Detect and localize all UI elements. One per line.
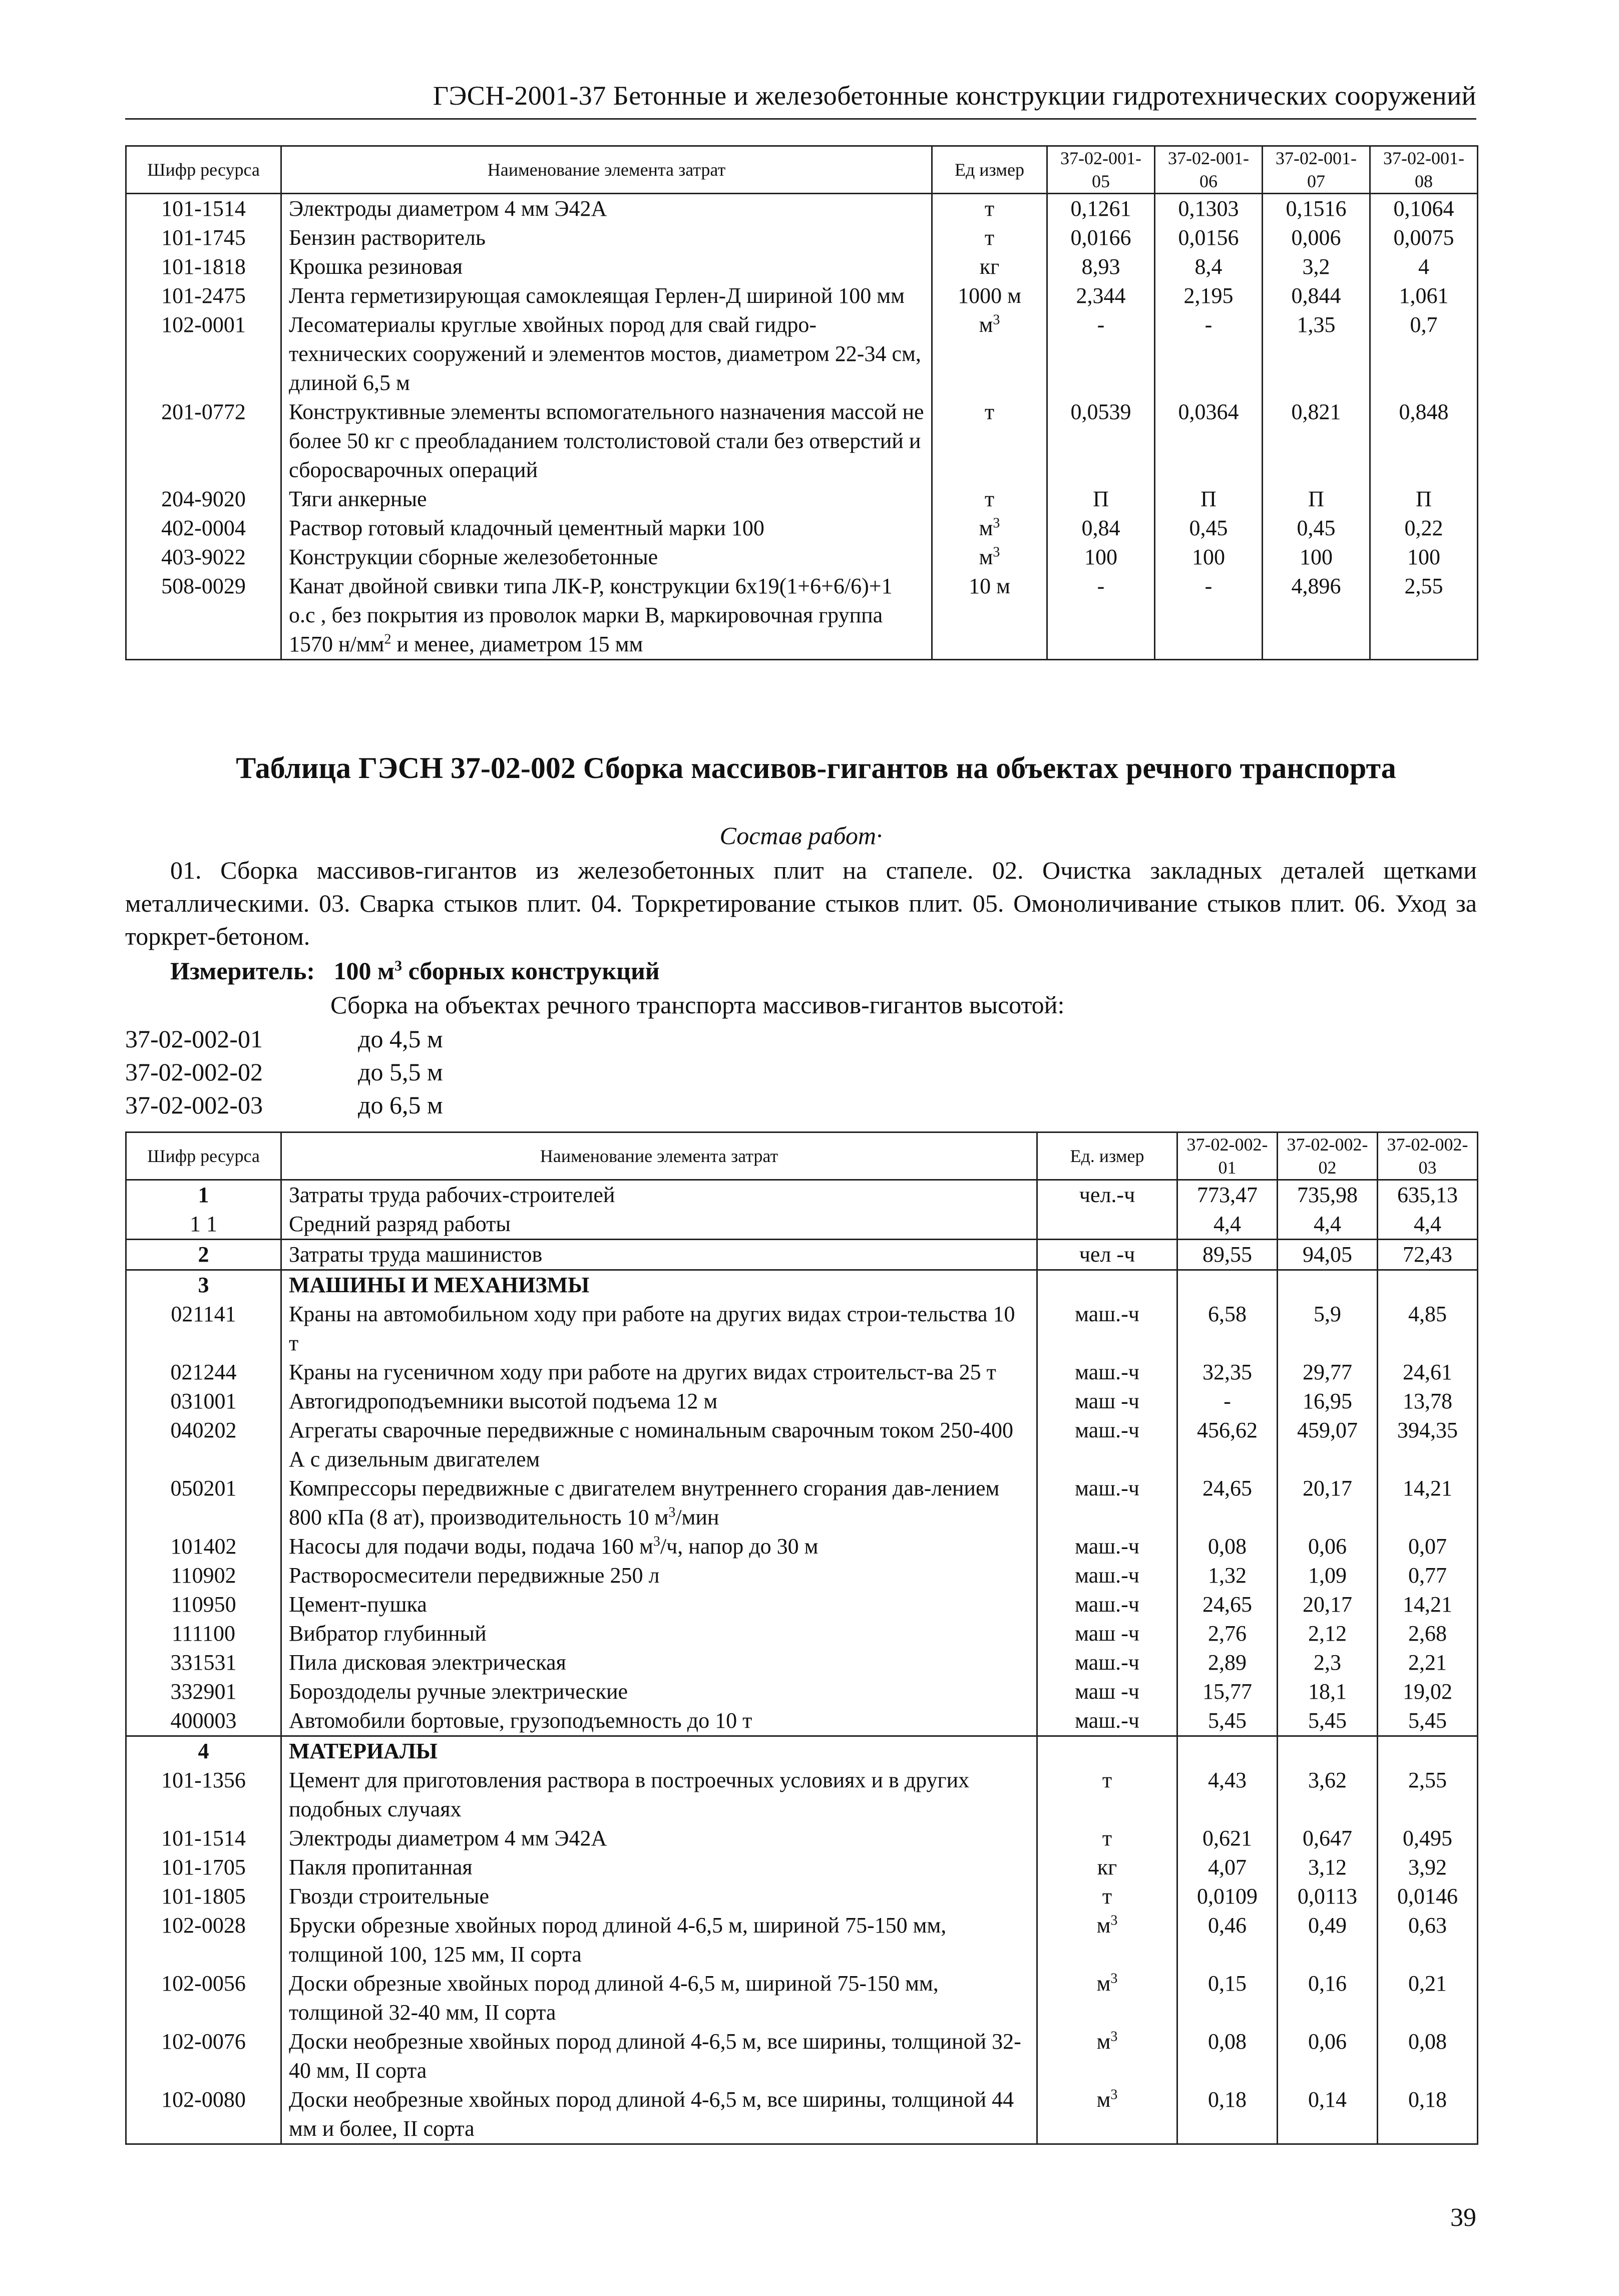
- resource-name: МАШИНЫ И МЕХАНИЗМЫ: [281, 1270, 1037, 1300]
- norm-value-1: 24,65: [1177, 1474, 1278, 1532]
- norm-value-2: 20,17: [1278, 1590, 1378, 1619]
- table-row: [126, 1619, 1478, 1648]
- norm-value-2: 0,0156: [1155, 223, 1263, 252]
- norm-value-3: 0,1516: [1263, 194, 1370, 224]
- resource-unit: маш.-ч: [1037, 1648, 1177, 1677]
- resource-unit: [1037, 1210, 1177, 1240]
- norm-value-4: 0,7: [1370, 310, 1478, 398]
- variant-line: [125, 1057, 443, 1086]
- norm-value-2: 0,49: [1278, 1911, 1378, 1969]
- resource-code: 331531: [126, 1648, 281, 1677]
- resource-unit: маш.-ч: [1037, 1358, 1177, 1387]
- resource-unit: маш -ч: [1037, 1387, 1177, 1416]
- norm-value-2: 5,9: [1278, 1300, 1378, 1358]
- norm-value-1: 89,55: [1177, 1240, 1278, 1270]
- norm-value-1: 2,344: [1047, 281, 1155, 310]
- table-header-row: [126, 1132, 1478, 1180]
- norm-value-1: 456,62: [1177, 1416, 1278, 1474]
- norm-value-4: 0,0075: [1370, 223, 1478, 252]
- table-row: [126, 1240, 1478, 1270]
- resource-unit: маш.-ч: [1037, 1416, 1177, 1474]
- norm-value-2: 735,98: [1278, 1180, 1378, 1210]
- resource-name: Вибратор глубинный: [281, 1619, 1037, 1648]
- norm-value-1: 6,58: [1177, 1300, 1278, 1358]
- table-row: [126, 1853, 1478, 1882]
- resource-table-1: [125, 145, 1478, 660]
- resource-name: Бензин растворитель: [281, 223, 932, 252]
- resource-code: 332901: [126, 1677, 281, 1706]
- norm-value-3: [1378, 1736, 1478, 1766]
- norm-value-1: 8,93: [1047, 252, 1155, 281]
- header-code: Шифр ресурса: [126, 1132, 281, 1180]
- resource-name: Гвозди строительные: [281, 1882, 1037, 1911]
- resource-code: 102-0028: [126, 1911, 281, 1969]
- norm-value-2: 16,95: [1278, 1387, 1378, 1416]
- resource-name: Цемент-пушка: [281, 1590, 1037, 1619]
- meter-label: Измеритель:: [170, 957, 315, 985]
- resource-code: 102-0056: [126, 1969, 281, 2027]
- table-row: [126, 1648, 1478, 1677]
- norm-value-3: 0,63: [1378, 1911, 1478, 1969]
- norm-value-1: 5,45: [1177, 1706, 1278, 1736]
- resource-unit: маш -ч: [1037, 1619, 1177, 1648]
- norm-value-2: [1278, 1270, 1378, 1300]
- table-row: [126, 281, 1478, 310]
- table-row: [126, 1387, 1478, 1416]
- norm-value-2: 0,647: [1278, 1824, 1378, 1853]
- resource-code: 1 1: [126, 1210, 281, 1240]
- resource-name: Бороздоделы ручные электрические: [281, 1677, 1037, 1706]
- norm-value-1: 0,15: [1177, 1969, 1278, 2027]
- table-row: [126, 1416, 1478, 1474]
- norm-value-2: 100: [1155, 543, 1263, 572]
- resource-name: Бруски обрезные хвойных пород длиной 4-6,5 м, шириной 75-150 мм, толщиной 100, 125 мм, II сорта: [281, 1911, 1037, 1969]
- norm-value-1: 2,76: [1177, 1619, 1278, 1648]
- norm-value-3: 14,21: [1378, 1474, 1478, 1532]
- norm-value-3: 0,21: [1378, 1969, 1478, 2027]
- resource-code: 402-0004: [126, 514, 281, 543]
- norm-value-1: -: [1177, 1387, 1278, 1416]
- norm-value-3: 24,61: [1378, 1358, 1478, 1387]
- norm-value-4: 0,848: [1370, 398, 1478, 485]
- table-row: [126, 1590, 1478, 1619]
- resource-name: Растворосмесители передвижные 250 л: [281, 1561, 1037, 1590]
- resource-unit: т: [1037, 1824, 1177, 1853]
- resource-unit: т: [1037, 1766, 1177, 1824]
- norm-value-1: [1177, 1270, 1278, 1300]
- resource-name: Конструкции сборные железобетонные: [281, 543, 932, 572]
- running-head: ГЭСН-2001-37 Бетонные и железобетонные конструкции гидротехнических сооружений: [125, 80, 1476, 120]
- norm-value-1: 24,65: [1177, 1590, 1278, 1619]
- resource-name: Компрессоры передвижные с двигателем внутреннего сгорания дав-лением 800 кПа (8 ат), производительность 10 $м^3$/мин: [281, 1474, 1037, 1532]
- header-unit: Ед измер: [932, 146, 1047, 194]
- norm-value-3: 72,43: [1378, 1240, 1478, 1270]
- norm-value-1: 0,46: [1177, 1911, 1278, 1969]
- table-row: [126, 223, 1478, 252]
- resource-unit: [1037, 1270, 1177, 1300]
- resource-unit: 1000 м: [932, 281, 1047, 310]
- meter-sup: 3: [394, 957, 402, 974]
- header-name: Наименование элемента затрат: [281, 1132, 1037, 1180]
- norm-value-1: 0,621: [1177, 1824, 1278, 1853]
- norm-value-2: 459,07: [1278, 1416, 1378, 1474]
- resource-code: 110950: [126, 1590, 281, 1619]
- resource-code: 040202: [126, 1416, 281, 1474]
- norm-value-3: 0,495: [1378, 1824, 1478, 1853]
- resource-name: Средний разряд работы: [281, 1210, 1037, 1240]
- norm-value-4: 0,22: [1370, 514, 1478, 543]
- table-row: [126, 398, 1478, 485]
- variant-text: до 6,5 м: [358, 1091, 443, 1119]
- resource-unit: $м^3$: [1037, 2085, 1177, 2144]
- resource-name: Лесоматериалы круглые хвойных пород для свай гидро-технических сооружений и элементов мостов, диаметром 22-34 см, длиной 6,5 м: [281, 310, 932, 398]
- norm-value-2: -: [1155, 310, 1263, 398]
- norm-value-1: 773,47: [1177, 1180, 1278, 1210]
- header-unit: Ед. измер: [1037, 1132, 1177, 1180]
- resource-unit: 10 м: [932, 572, 1047, 660]
- resource-unit: маш.-ч: [1037, 1561, 1177, 1590]
- resource-code: 1: [126, 1180, 281, 1210]
- norm-value-3: 19,02: [1378, 1677, 1478, 1706]
- norm-value-2: 4,4: [1278, 1210, 1378, 1240]
- norm-value-2: 5,45: [1278, 1706, 1378, 1736]
- header-col-4: 37-02-001-08: [1370, 146, 1478, 194]
- resource-name: Электроды диаметром 4 мм Э42А: [281, 194, 932, 224]
- resource-code: 101-1805: [126, 1882, 281, 1911]
- resource-code: 101-2475: [126, 281, 281, 310]
- norm-value-3: 635,13: [1378, 1180, 1478, 1210]
- work-composition-heading: Состав работ·: [719, 822, 883, 850]
- table-row: [126, 310, 1478, 398]
- norm-value-2: 2,195: [1155, 281, 1263, 310]
- table-row: [126, 485, 1478, 514]
- norm-value-3: 2,21: [1378, 1648, 1478, 1677]
- norm-value-1: 0,08: [1177, 1532, 1278, 1561]
- table-body-1: [126, 194, 1478, 660]
- norm-value-4: 2,55: [1370, 572, 1478, 660]
- resource-name: Затраты труда машинистов: [281, 1240, 1037, 1270]
- table-row: [126, 1532, 1478, 1561]
- variant-text: до 5,5 м: [358, 1058, 443, 1086]
- resource-code: 101-1514: [126, 1824, 281, 1853]
- norm-value-4: 4: [1370, 252, 1478, 281]
- resource-unit: $м^3$: [1037, 1969, 1177, 2027]
- resource-name: МАТЕРИАЛЫ: [281, 1736, 1037, 1766]
- norm-value-2: 3,62: [1278, 1766, 1378, 1824]
- meter-line: [170, 956, 660, 985]
- resource-code: 101-1705: [126, 1853, 281, 1882]
- meter-value-pre: 100 м: [333, 957, 395, 985]
- norm-value-2: 0,0113: [1278, 1882, 1378, 1911]
- norm-value-3: 1,35: [1263, 310, 1370, 398]
- table-row: [126, 1677, 1478, 1706]
- norm-value-2: 2,3: [1278, 1648, 1378, 1677]
- resource-unit: маш.-ч: [1037, 1590, 1177, 1619]
- table-row: [126, 543, 1478, 572]
- norm-value-2: 18,1: [1278, 1677, 1378, 1706]
- resource-unit: маш.-ч: [1037, 1532, 1177, 1561]
- norm-value-2: 0,45: [1155, 514, 1263, 543]
- variant-line: [125, 1024, 443, 1053]
- resource-name: Электроды диаметром 4 мм Э42А: [281, 1824, 1037, 1853]
- table-body-2: [126, 1180, 1478, 2144]
- header-col-1: 37-02-001-05: [1047, 146, 1155, 194]
- resource-unit: маш.-ч: [1037, 1706, 1177, 1736]
- resource-unit: т: [1037, 1882, 1177, 1911]
- resource-name: Раствор готовый кладочный цементный марки 100: [281, 514, 932, 543]
- table-row: [126, 1969, 1478, 2027]
- norm-value-2: 29,77: [1278, 1358, 1378, 1387]
- table-row: [126, 1300, 1478, 1358]
- resource-name: Цемент для приготовления раствора в построечных условиях и в других подобных случаях: [281, 1766, 1037, 1824]
- norm-value-2: 0,16: [1278, 1969, 1378, 2027]
- resource-table-2: [125, 1131, 1478, 2145]
- norm-value-2: -: [1155, 572, 1263, 660]
- table-row: [126, 1824, 1478, 1853]
- resource-unit: т: [932, 223, 1047, 252]
- table-row: [126, 1358, 1478, 1387]
- resource-code: 031001: [126, 1387, 281, 1416]
- resource-code: 101402: [126, 1532, 281, 1561]
- norm-value-1: П: [1047, 485, 1155, 514]
- meter-value-post: сборных конструкций: [402, 957, 660, 985]
- norm-value-2: 2,12: [1278, 1619, 1378, 1648]
- table-row: [126, 194, 1478, 224]
- norm-value-3: 100: [1263, 543, 1370, 572]
- resource-name: Доски необрезные хвойных пород длиной 4-6,5 м, все ширины, толщиной 44 мм и более, II сорта: [281, 2085, 1037, 2144]
- norm-value-3: 3,2: [1263, 252, 1370, 281]
- norm-value-1: 0,0539: [1047, 398, 1155, 485]
- norm-value-2: 0,06: [1278, 2027, 1378, 2085]
- work-composition-text: 01. Сборка массивов-гигантов из железобетонных плит на стапеле. 02. Очистка закладных деталей щетками металлическими. 03. Сварка стыков плит. 04. Торкретирование стыков плит. 05. Омоноличивание стыков плит. 06. Уход за торкрет-бетоном.: [125, 856, 1477, 950]
- resource-unit: $м^3$: [932, 514, 1047, 543]
- norm-value-1: 0,18: [1177, 2085, 1278, 2144]
- norm-value-3: 0,18: [1378, 2085, 1478, 2144]
- norm-value-4: 100: [1370, 543, 1478, 572]
- table-row: [126, 1474, 1478, 1532]
- resource-unit: кг: [932, 252, 1047, 281]
- norm-value-4: 1,061: [1370, 281, 1478, 310]
- norm-value-1: -: [1047, 310, 1155, 398]
- norm-value-4: П: [1370, 485, 1478, 514]
- norm-value-1: 0,08: [1177, 2027, 1278, 2085]
- norm-value-2: 0,1303: [1155, 194, 1263, 224]
- norm-value-3: 5,45: [1378, 1706, 1478, 1736]
- norm-value-2: 8,4: [1155, 252, 1263, 281]
- resource-name: Краны на автомобильном ходу при работе на других видах строи-тельства 10 т: [281, 1300, 1037, 1358]
- resource-unit: $м^3$: [932, 310, 1047, 398]
- resource-code: 101-1745: [126, 223, 281, 252]
- table-row: [126, 2027, 1478, 2085]
- resource-unit: маш.-ч: [1037, 1300, 1177, 1358]
- resource-unit: $м^3$: [1037, 1911, 1177, 1969]
- norm-value-1: -: [1047, 572, 1155, 660]
- resource-code: 508-0029: [126, 572, 281, 660]
- resource-unit: чел -ч: [1037, 1240, 1177, 1270]
- norm-value-3: П: [1263, 485, 1370, 514]
- header-code: Шифр ресурса: [126, 146, 281, 194]
- norm-value-3: 13,78: [1378, 1387, 1478, 1416]
- norm-value-3: 0,0146: [1378, 1882, 1478, 1911]
- norm-value-3: 4,85: [1378, 1300, 1478, 1358]
- resource-name: Крошка резиновая: [281, 252, 932, 281]
- resource-name: Тяги анкерные: [281, 485, 932, 514]
- resource-name: Краны на гусеничном ходу при работе на других видах строительст-ва 25 т: [281, 1358, 1037, 1387]
- norm-value-3: 0,08: [1378, 2027, 1478, 2085]
- resource-name: Канат двойной свивки типа ЛК-Р, конструкции 6x19(1+6+6/6)+1 о.с , без покрытия из проволок марки В, маркировочная группа 1570 $н/мм^2$ и менее, диаметром 15 мм: [281, 572, 932, 660]
- norm-value-3: 4,896: [1263, 572, 1370, 660]
- resource-name: Лента герметизирующая самоклеящая Герлен-Д шириной 100 мм: [281, 281, 932, 310]
- resource-unit: маш -ч: [1037, 1677, 1177, 1706]
- norm-value-3: 0,77: [1378, 1561, 1478, 1590]
- table-row: [126, 572, 1478, 660]
- header-col-2: 37-02-002-02: [1278, 1132, 1378, 1180]
- resource-code: 021244: [126, 1358, 281, 1387]
- resource-unit: $м^3$: [932, 543, 1047, 572]
- resource-code: 102-0001: [126, 310, 281, 398]
- resource-unit: маш.-ч: [1037, 1474, 1177, 1532]
- norm-value-3: 2,55: [1378, 1766, 1478, 1824]
- table-header-row: [126, 146, 1478, 194]
- norm-value-1: 1,32: [1177, 1561, 1278, 1590]
- header-col-3: 37-02-002-03: [1378, 1132, 1478, 1180]
- resource-code: 101-1514: [126, 194, 281, 224]
- resource-name: Автогидроподъемники высотой подъема 12 м: [281, 1387, 1037, 1416]
- resource-code: 101-1818: [126, 252, 281, 281]
- norm-value-2: [1278, 1736, 1378, 1766]
- variant-code: 37-02-002-03: [125, 1091, 263, 1119]
- resource-unit: т: [932, 485, 1047, 514]
- norm-value-3: 0,844: [1263, 281, 1370, 310]
- resource-unit: кг: [1037, 1853, 1177, 1882]
- variant-code: 37-02-002-02: [125, 1058, 263, 1086]
- table-row: [126, 514, 1478, 543]
- header-col-3: 37-02-001-07: [1263, 146, 1370, 194]
- page-number: 39: [1450, 2203, 1476, 2232]
- assembly-caption: Сборка на объектах речного транспорта массивов-гигантов высотой:: [330, 991, 1065, 1019]
- resource-unit: $м^3$: [1037, 2027, 1177, 2085]
- header-col-2: 37-02-001-06: [1155, 146, 1263, 194]
- norm-value-2: 0,06: [1278, 1532, 1378, 1561]
- norm-value-1: 32,35: [1177, 1358, 1278, 1387]
- resource-code: 111100: [126, 1619, 281, 1648]
- resource-name: Автомобили бортовые, грузоподъемность до 10 т: [281, 1706, 1037, 1736]
- table-row: [126, 252, 1478, 281]
- norm-value-3: 394,35: [1378, 1416, 1478, 1474]
- resource-unit: т: [932, 398, 1047, 485]
- resource-name: Агрегаты сварочные передвижные с номинальным сварочным током 250-400 А с дизельным двигателем: [281, 1416, 1037, 1474]
- resource-name: Насосы для подачи воды, подача 160 $м^3/ч$, напор до 30 м: [281, 1532, 1037, 1561]
- table-title: Таблица ГЭСН 37-02-002 Сборка массивов-гигантов на объектах речного транспорта: [236, 751, 1396, 785]
- resource-code: 400003: [126, 1706, 281, 1736]
- norm-value-1: 0,84: [1047, 514, 1155, 543]
- resource-code: 204-9020: [126, 485, 281, 514]
- table-row: [126, 2085, 1478, 2144]
- norm-value-1: 4,4: [1177, 1210, 1278, 1240]
- variant-line: [125, 1090, 443, 1119]
- resource-code: 2: [126, 1240, 281, 1270]
- resource-code: 403-9022: [126, 543, 281, 572]
- norm-value-2: 20,17: [1278, 1474, 1378, 1532]
- resource-code: 050201: [126, 1474, 281, 1532]
- norm-value-1: [1177, 1736, 1278, 1766]
- norm-value-3: 0,45: [1263, 514, 1370, 543]
- resource-code: 102-0076: [126, 2027, 281, 2085]
- norm-value-3: 3,92: [1378, 1853, 1478, 1882]
- norm-value-2: П: [1155, 485, 1263, 514]
- table-row: [126, 1561, 1478, 1590]
- norm-value-2: 3,12: [1278, 1853, 1378, 1882]
- resource-unit: т: [932, 194, 1047, 224]
- norm-value-1: 0,0109: [1177, 1882, 1278, 1911]
- resource-name: Пила дисковая электрическая: [281, 1648, 1037, 1677]
- resource-name: Пакля пропитанная: [281, 1853, 1037, 1882]
- resource-code: 110902: [126, 1561, 281, 1590]
- variant-code: 37-02-002-01: [125, 1025, 263, 1053]
- table-row: [126, 1706, 1478, 1736]
- table-row: [126, 1210, 1478, 1240]
- resource-name: Конструктивные элементы вспомогательного назначения массой не более 50 кг с преобладанием толстолистовой стали без отверстий и сборосварочных операций: [281, 398, 932, 485]
- norm-value-1: 4,43: [1177, 1766, 1278, 1824]
- resource-code: 201-0772: [126, 398, 281, 485]
- resource-unit: чел.-ч: [1037, 1180, 1177, 1210]
- resource-name: Доски необрезные хвойных пород длиной 4-6,5 м, все ширины, толщиной 32-40 мм, II сорта: [281, 2027, 1037, 2085]
- resource-name: Затраты труда рабочих-строителей: [281, 1180, 1037, 1210]
- norm-value-1: 100: [1047, 543, 1155, 572]
- resource-unit: [1037, 1736, 1177, 1766]
- table-row: [126, 1766, 1478, 1824]
- table-row: [126, 1736, 1478, 1766]
- norm-value-3: [1378, 1270, 1478, 1300]
- norm-value-2: 0,14: [1278, 2085, 1378, 2144]
- variant-text: до 4,5 м: [358, 1025, 443, 1053]
- resource-code: 021141: [126, 1300, 281, 1358]
- norm-value-1: 15,77: [1177, 1677, 1278, 1706]
- resource-code: 101-1356: [126, 1766, 281, 1824]
- table-row: [126, 1270, 1478, 1300]
- norm-value-3: 2,68: [1378, 1619, 1478, 1648]
- norm-value-3: 14,21: [1378, 1590, 1478, 1619]
- norm-value-2: 94,05: [1278, 1240, 1378, 1270]
- resource-code: 3: [126, 1270, 281, 1300]
- norm-value-1: 2,89: [1177, 1648, 1278, 1677]
- norm-value-3: 0,006: [1263, 223, 1370, 252]
- table-row: [126, 1911, 1478, 1969]
- norm-value-1: 0,1261: [1047, 194, 1155, 224]
- norm-value-1: 0,0166: [1047, 223, 1155, 252]
- header-name: Наименование элемента затрат: [281, 146, 932, 194]
- norm-value-1: 4,07: [1177, 1853, 1278, 1882]
- resource-code: 102-0080: [126, 2085, 281, 2144]
- resource-name: Доски обрезные хвойных пород длиной 4-6,5 м, шириной 75-150 мм, толщиной 32-40 мм, II сорта: [281, 1969, 1037, 2027]
- norm-value-2: 1,09: [1278, 1561, 1378, 1590]
- header-col-1: 37-02-002-01: [1177, 1132, 1278, 1180]
- norm-value-3: 0,821: [1263, 398, 1370, 485]
- norm-value-3: 0,07: [1378, 1532, 1478, 1561]
- table-row: [126, 1882, 1478, 1911]
- resource-code: 4: [126, 1736, 281, 1766]
- norm-value-4: 0,1064: [1370, 194, 1478, 224]
- norm-value-2: 0,0364: [1155, 398, 1263, 485]
- table-row: [126, 1180, 1478, 1210]
- norm-value-3: 4,4: [1378, 1210, 1478, 1240]
